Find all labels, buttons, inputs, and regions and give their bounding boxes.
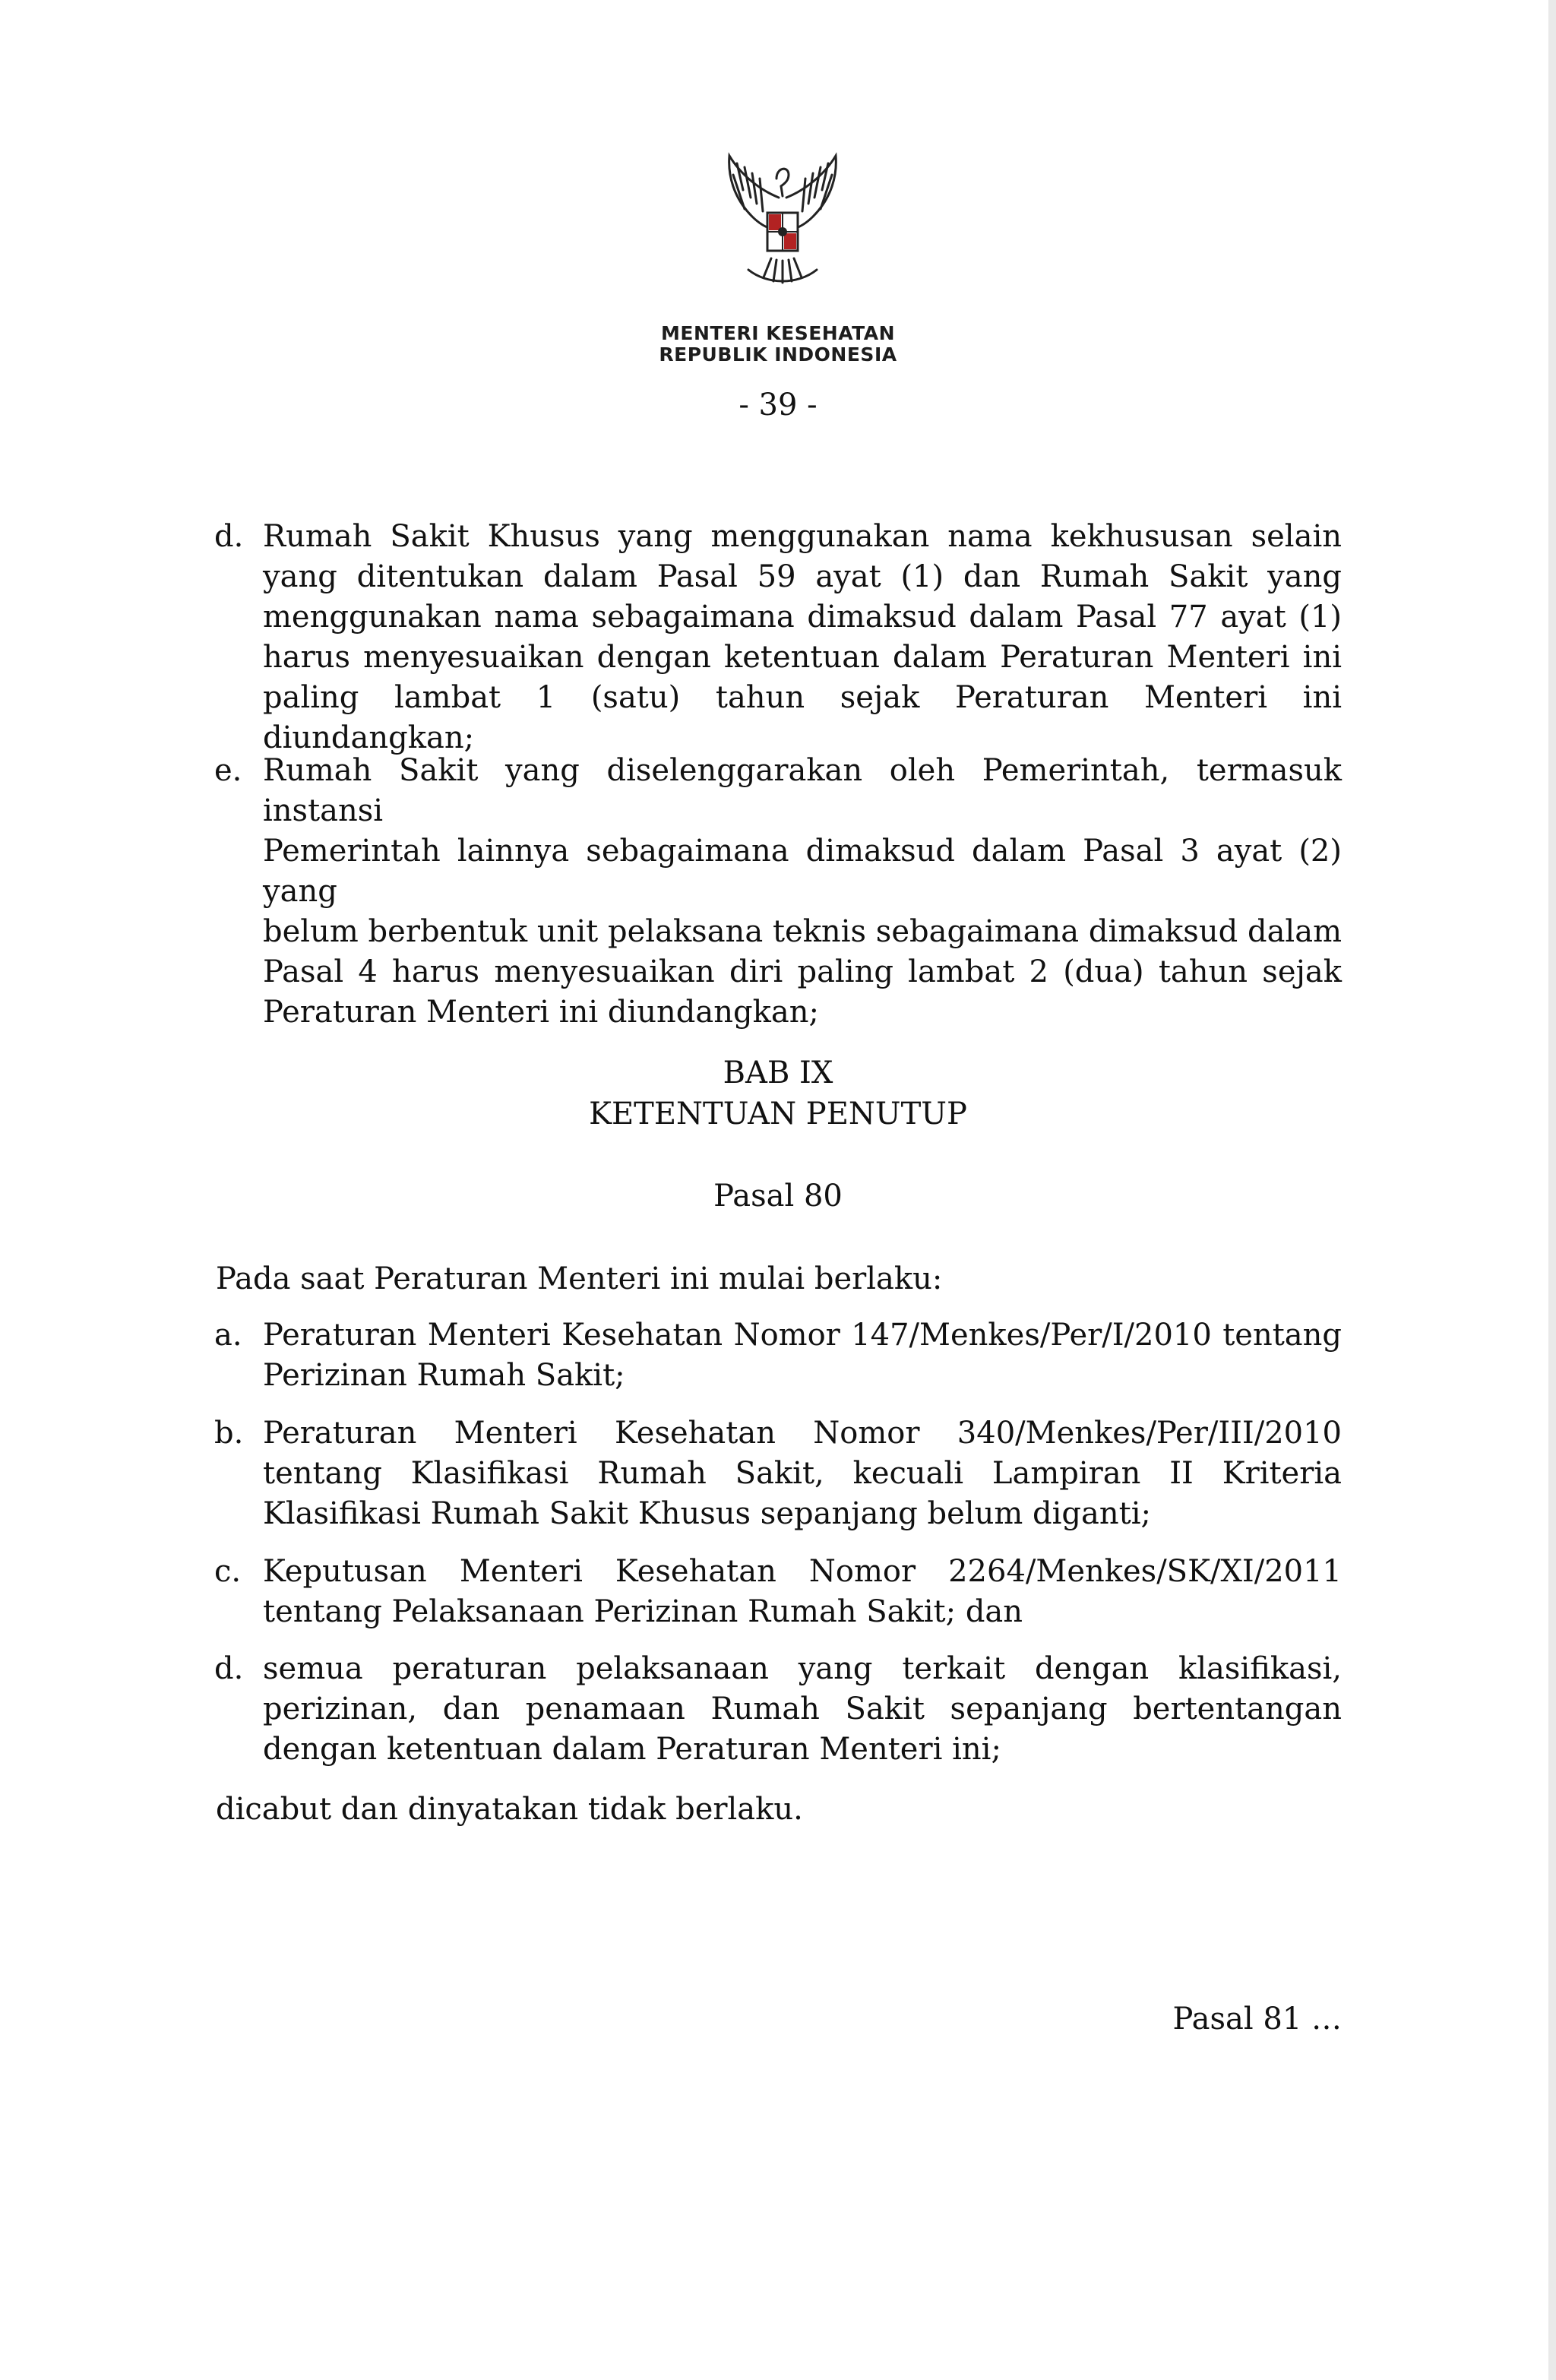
item-line: menggunakan nama sebagaimana dimaksud dalam Pasal 77 ayat (1) <box>263 600 1342 635</box>
item-line: Rumah Sakit Khusus yang menggunakan nama kekhususan selain <box>263 519 1342 554</box>
item-line: Pemerintah lainnya sebagaimana dimaksud dalam Pasal 3 ayat (2) yang <box>263 834 1342 909</box>
item-line: Pasal 4 harus menyesuaikan diri paling lambat 2 (dua) tahun sejak <box>263 954 1342 989</box>
item-line: tentang Pelaksanaan Perizinan Rumah Sakit; dan <box>263 1594 1023 1629</box>
item-marker: e. <box>214 753 242 788</box>
item-marker: a. <box>214 1318 242 1353</box>
item-line: Perizinan Rumah Sakit; <box>263 1358 625 1393</box>
institution-name-line2: REPUBLIK INDONESIA <box>659 343 897 366</box>
garuda-emblem-icon <box>707 144 859 296</box>
item-line: harus menyesuaikan dengan ketentuan dalam Peraturan Menteri ini <box>263 640 1342 675</box>
chapter-number: BAB IX <box>723 1055 833 1090</box>
item-line: Peraturan Menteri ini diundangkan; <box>263 995 819 1030</box>
revoked-item-c <box>214 1552 1342 1632</box>
revoked-item-b <box>214 1413 1342 1534</box>
chapter-title: KETENTUAN PENUTUP <box>589 1097 967 1131</box>
institution-name-line1: MENTERI KESEHATAN <box>660 322 895 344</box>
item-line: dengan ketentuan dalam Peraturan Menteri ini; <box>263 1732 1001 1767</box>
item-line: Klasifikasi Rumah Sakit Khusus sepanjang belum diganti; <box>263 1496 1151 1531</box>
item-line: semua peraturan pelaksanaan yang terkait dengan klasifikasi, <box>263 1651 1342 1686</box>
item-line: Peraturan Menteri Kesehatan Nomor 147/Menkes/Per/I/2010 tentang <box>263 1318 1342 1353</box>
item-marker: b. <box>214 1416 244 1451</box>
item-line: yang ditentukan dalam Pasal 59 ayat (1) dan Rumah Sakit yang <box>263 559 1342 594</box>
item-line: tentang Klasifikasi Rumah Sakit, kecuali Lampiran II Kriteria <box>263 1456 1342 1491</box>
item-marker: c. <box>214 1554 242 1589</box>
article-intro: Pada saat Peraturan Menteri ini mulai berlaku: <box>216 1261 943 1296</box>
revoked-item-d <box>214 1649 1342 1770</box>
item-line: belum berbentuk unit pelaksana teknis sebagaimana dimaksud dalam <box>263 914 1342 949</box>
item-line: paling lambat 1 (satu) tahun sejak Peraturan Menteri ini diundangkan; <box>263 680 1342 755</box>
transitional-item-e <box>214 751 1342 1033</box>
item-line: perizinan, dan penamaan Rumah Sakit sepanjang bertentangan <box>263 1692 1342 1726</box>
transitional-item-d <box>214 517 1342 758</box>
page-number: - 39 - <box>738 388 818 423</box>
item-line: Peraturan Menteri Kesehatan Nomor 340/Menkes/Per/III/2010 <box>263 1416 1342 1451</box>
revoked-item-a <box>214 1315 1342 1396</box>
item-marker: d. <box>214 519 244 554</box>
closing-statement: dicabut dan dinyatakan tidak berlaku. <box>216 1792 803 1827</box>
next-page-reference: Pasal 81 … <box>1172 2002 1342 2037</box>
item-line: Keputusan Menteri Kesehatan Nomor 2264/Menkes/SK/XI/2011 <box>263 1554 1342 1589</box>
article-heading: Pasal 80 <box>713 1179 843 1214</box>
item-line: Rumah Sakit yang diselenggarakan oleh Pemerintah, termasuk instansi <box>263 753 1342 828</box>
item-marker: d. <box>214 1651 244 1686</box>
